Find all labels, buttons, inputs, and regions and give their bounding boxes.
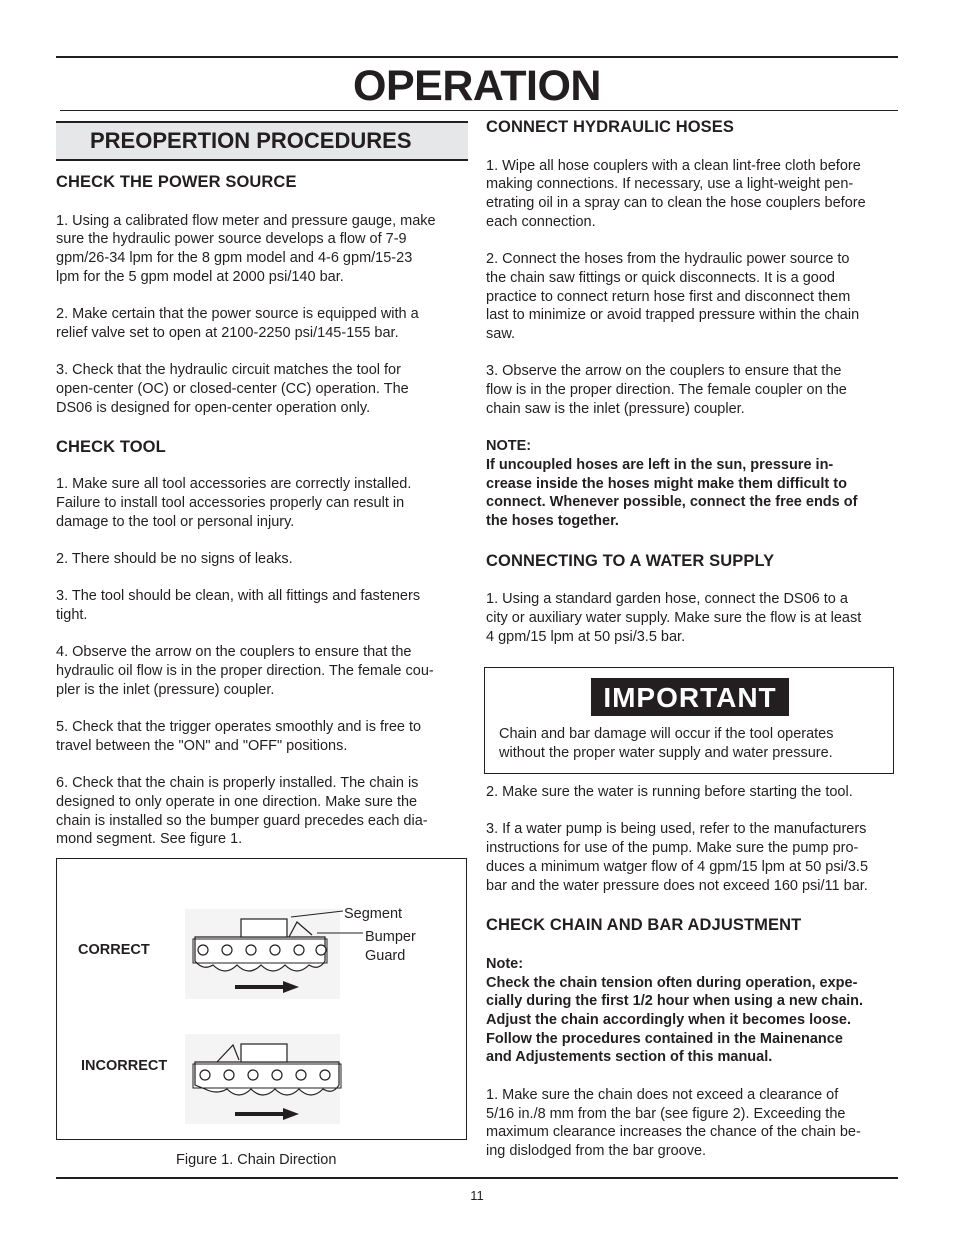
chain-heading: CHECK CHAIN AND BAR ADJUSTMENT — [486, 916, 802, 935]
chain-p1: 1. Make sure the chain does not exceed a clearance of 5/16 in./8 mm from the bar (see figure 2). Exceeding the maximum clearance increases the chance of the chain be- ing dislodged from the bar groove. — [486, 1086, 861, 1159]
important-box — [484, 667, 894, 774]
bumper-label: Bumper — [365, 929, 416, 945]
check-tool-p5: 5. Check that the trigger operates smoothly and is free to travel between the "ON" and "OFF" positions. — [56, 719, 422, 754]
check-tool-p6: 6. Check that the chain is properly installed. The chain is designed to only operate in one direction. Make sure the chain is installed so the bumper guard precedes each dia- mond segment. See figure 1. — [56, 775, 428, 848]
chain-note: Note: Check the chain tension often during operation, expe- cially during the first 1/2 hour when using a new chain. Adjust the chain accordingly when it becomes loose. Follow the procedures contained in the Mainenance and Adjustements section of this manual. — [486, 955, 864, 1066]
check-tool-p4: 4. Observe the arrow on the couplers to ensure that the hydraulic oil flow is in the proper direction. The female cou- pler is the inlet (pressure) coupler. — [56, 644, 434, 698]
power-source-heading: CHECK THE POWER SOURCE — [56, 173, 297, 191]
check-tool-p1: 1. Make sure all tool accessories are correctly installed. Failure to install tool accessories properly can result in damage to the tool or personal injury. — [56, 476, 412, 530]
hoses-p3: 3. Observe the arrow on the couplers to ensure that the flow is in the proper direction. The female coupler on the chain saw is the inlet (pressure) coupler. — [486, 363, 847, 417]
incorrect-chain — [185, 1034, 341, 1124]
segment-label: Segment — [344, 906, 403, 922]
right-column — [486, 118, 901, 647]
hoses-p1: 1. Wipe all hose couplers with a clean lint-free cloth before making connections. If necessary, use a light-weight pen- etrating oil in a spray can to clean the hose couplers before each connection. — [486, 157, 866, 230]
guard-label: Guard — [365, 948, 406, 964]
water-p3: 3. If a water pump is being used, refer to the manufacturers instructions for use of the pump. Make sure the pump pro- duces a minimum watger flow of 4 gpm/15 lpm at 50 psi/3.5 bar and the water pressure does not exceed 160 psi/11 bar. — [486, 821, 869, 894]
figure-caption: Figure 1. Chain Direction — [176, 1152, 337, 1168]
power-source-p1: 1. Using a calibrated flow meter and pressure gauge, make sure the hydraulic power source develops a flow of 7-9 gpm/26-34 lpm for the 8 gpm model and 4-6 gpm/15-23 lpm for the 5 gpm model at 2000 psi/140 bar. — [56, 212, 436, 285]
power-source-p3: 3. Check that the hydraulic circuit matches the tool for open-center (OC) or closed-center (CC) operation. The DS06 is designed for open-center operation only. — [56, 362, 409, 416]
top-rule — [56, 56, 898, 58]
correct-label: CORRECT — [78, 942, 150, 958]
page-number: 11 — [470, 1188, 484, 1203]
page-title: OPERATION — [353, 62, 601, 110]
left-column — [56, 173, 471, 849]
check-tool-p2: 2. There should be no signs of leaks. — [56, 550, 293, 567]
water-p2: 2. Make sure the water is running before starting the tool. — [486, 784, 853, 800]
important-text: Chain and bar damage will occur if the tool operates without the proper water supply and water pressure. — [499, 726, 834, 761]
hoses-heading: CONNECT HYDRAULIC HOSES — [486, 118, 734, 136]
figure-1-box — [56, 858, 467, 1140]
hoses-p2: 2. Connect the hoses from the hydraulic power source to the chain saw fittings or quick disconnects. It is a good practice to connect return hose first and disconnect them last to minimize or avoid trapped pressure within the chain saw. — [486, 251, 860, 343]
check-tool-heading: CHECK TOOL — [56, 438, 166, 457]
water-p1: 1. Using a standard garden hose, connect the DS06 to a city or auxiliary water supply. Make sure the flow is at least 4 gpm/15 lpm at 50 psi/3.5 bar. — [486, 591, 862, 645]
correct-chain — [185, 909, 363, 999]
right-column-lower — [486, 783, 901, 1161]
section-banner: PREOPERTION PROCEDURES — [56, 121, 468, 161]
power-source-p2: 2. Make certain that the power source is equipped with a relief valve set to open at 2100-2250 psi/145-155 bar. — [56, 306, 419, 341]
incorrect-label: INCORRECT — [81, 1058, 168, 1074]
important-badge: IMPORTANT — [591, 678, 789, 716]
water-heading: CONNECTING TO A WATER SUPPLY — [486, 551, 775, 570]
check-tool-p3: 3. The tool should be clean, with all fittings and fasteners tight. — [56, 588, 421, 623]
hoses-note: NOTE: If uncoupled hoses are left in the sun, pressure in- crease inside the hoses might make them difficult to connect. Whenever possible, connect the free ends of the hoses together. — [486, 438, 858, 530]
title-rule — [60, 110, 898, 111]
bottom-rule — [56, 1177, 898, 1179]
chain-direction-diagram — [57, 859, 465, 1138]
